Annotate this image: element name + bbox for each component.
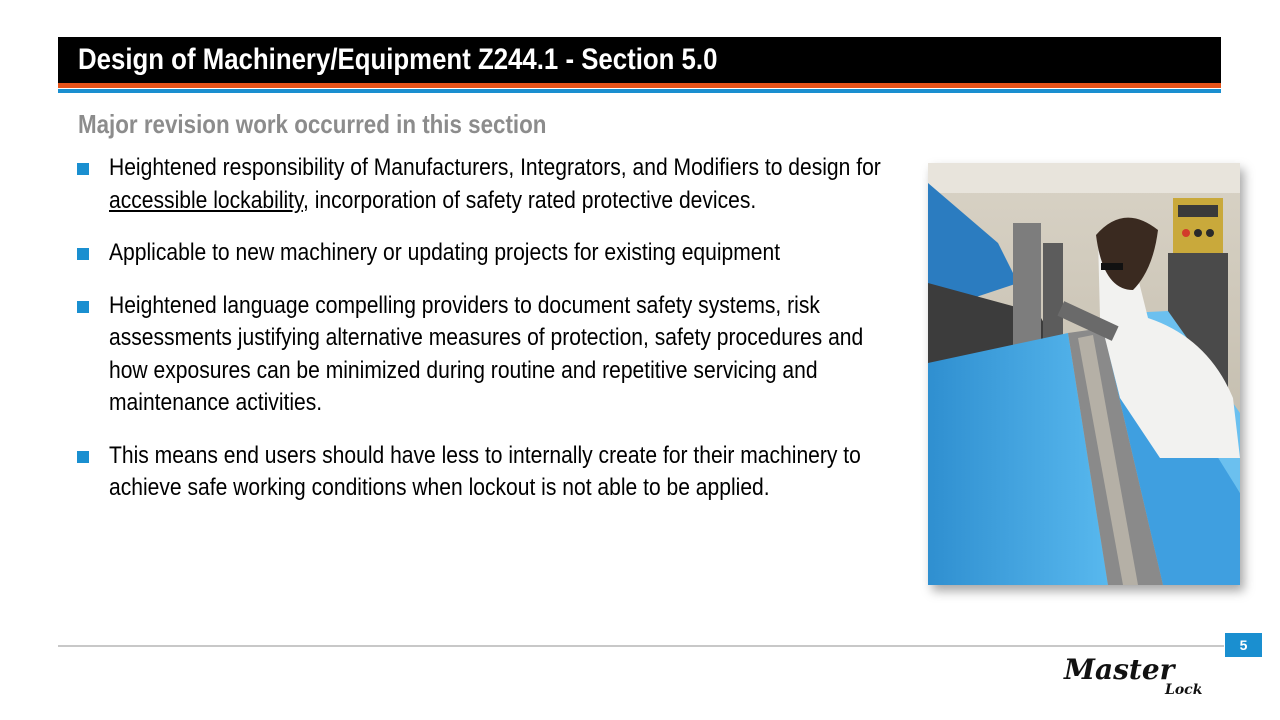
bullet-item	[76, 440, 916, 505]
footer-divider	[58, 645, 1224, 647]
bullet-item	[76, 290, 916, 420]
bullet-item	[76, 152, 916, 217]
square-bullet-icon	[77, 163, 89, 175]
logo-line2: Lock	[1165, 682, 1203, 698]
master-lock-logo	[1062, 652, 1227, 702]
machinery-worker-photo	[928, 163, 1240, 585]
slide-title: Design of Machinery/Equipment Z244.1 - Section 5.0	[78, 43, 718, 76]
square-bullet-icon	[77, 451, 89, 463]
underlined-term: accessible lockability	[109, 186, 304, 214]
title-bar	[58, 37, 1221, 83]
page-number: 5	[1225, 633, 1262, 657]
square-bullet-icon	[77, 301, 89, 313]
bullet-text: Heightened responsibility of Manufacturers, Integrators, and Modifiers to design for accessible lockability, incorporation of safety rated protective devices.	[109, 154, 881, 214]
title-accent-stripe-orange	[58, 83, 1221, 88]
slide-subtitle: Major revision work occurred in this section	[78, 109, 547, 139]
bullet-text: This means end users should have less to internally create for their machinery to achieve safe working conditions when lockout is not able to be applied.	[109, 441, 861, 501]
bullet-text: Heightened language compelling providers to document safety systems, risk assessments justifying alternative measures of protection, safety procedures and how exposures can be minimized during routine and repetitive servicing and maintenance activities.	[109, 291, 864, 416]
logo-line1: Master	[1064, 653, 1175, 686]
square-bullet-icon	[77, 248, 89, 260]
bullet-text: Applicable to new machinery or updating projects for existing equipment	[109, 239, 781, 266]
title-accent-stripe-blue	[58, 89, 1221, 93]
bullet-list	[76, 152, 916, 525]
bullet-item	[76, 237, 916, 270]
